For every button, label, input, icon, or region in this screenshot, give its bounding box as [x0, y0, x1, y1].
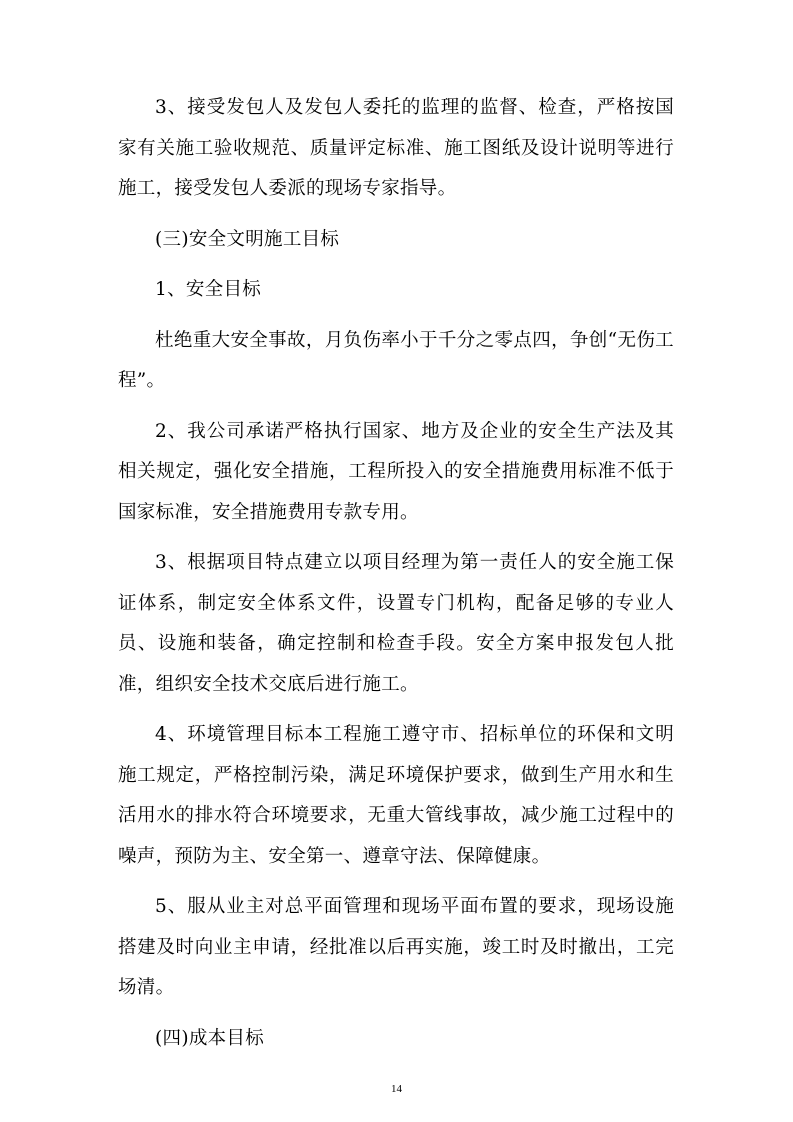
subheading-safety-goal: 1、安全目标 [155, 279, 262, 300]
paragraph-environmental-management: 4、环境管理目标本工程施工遵守市、招标单位的环保和文明施工规定，严格控制污染，满足环境保护要求，做到生产用水和生活用水的排水符合环境要求，无重大管线事故，减少施工过程中的噪声，预防为主、安全第一、遵章守法、保障健康。 [118, 724, 674, 867]
section-heading-safety-civilized-construction: (三)安全文明施工目标 [155, 228, 340, 250]
paragraph-safety-assurance-system: 3、根据项目特点建立以项目经理为第一责任人的安全施工保证体系，制定安全体系文件，设置专门机构，配备足够的专业人员、设施和装备，确定控制和检查手段。安全方案申报发包人批准，组织安全技术交底后进行施工。 [118, 552, 674, 695]
paragraph-accident-rate: 杜绝重大安全事故，月负伤率小于千分之零点四，争创“无伤工程”。 [118, 329, 674, 391]
paragraph-gap [118, 533, 674, 543]
section-heading-cost-goal: (四)成本目标 [155, 1027, 265, 1049]
paragraph-gap [118, 1009, 674, 1019]
page-number: 14 [391, 1083, 402, 1095]
paragraph-gap [118, 402, 674, 412]
paragraph-gap [118, 877, 674, 887]
paragraph-site-layout-compliance: 5、服从业主对总平面管理和现场平面布置的要求，现场设施搭建及时向业主申请，经批准以后再实施，竣工时及时撤出，工完场清。 [118, 896, 674, 998]
paragraph-gap [118, 260, 674, 270]
paragraph-gap [118, 210, 674, 220]
paragraph-safety-law-commitment: 2、我公司承诺严格执行国家、地方及企业的安全生产法及其相关规定，强化安全措施，工程所投入的安全措施费用标准不低于国家标准，安全措施费用专款专用。 [118, 420, 674, 523]
document-body [118, 88, 674, 1059]
paragraph-gap [118, 705, 674, 715]
paragraph-acceptance-supervision: 3、接受发包人及发包人委托的监理的监督、检查，严格按国家有关施工验收规范、质量评定标准、施工图纸及设计说明等进行施工，接受发包人委派的现场专家指导。 [118, 97, 674, 199]
paragraph-gap [118, 311, 674, 321]
